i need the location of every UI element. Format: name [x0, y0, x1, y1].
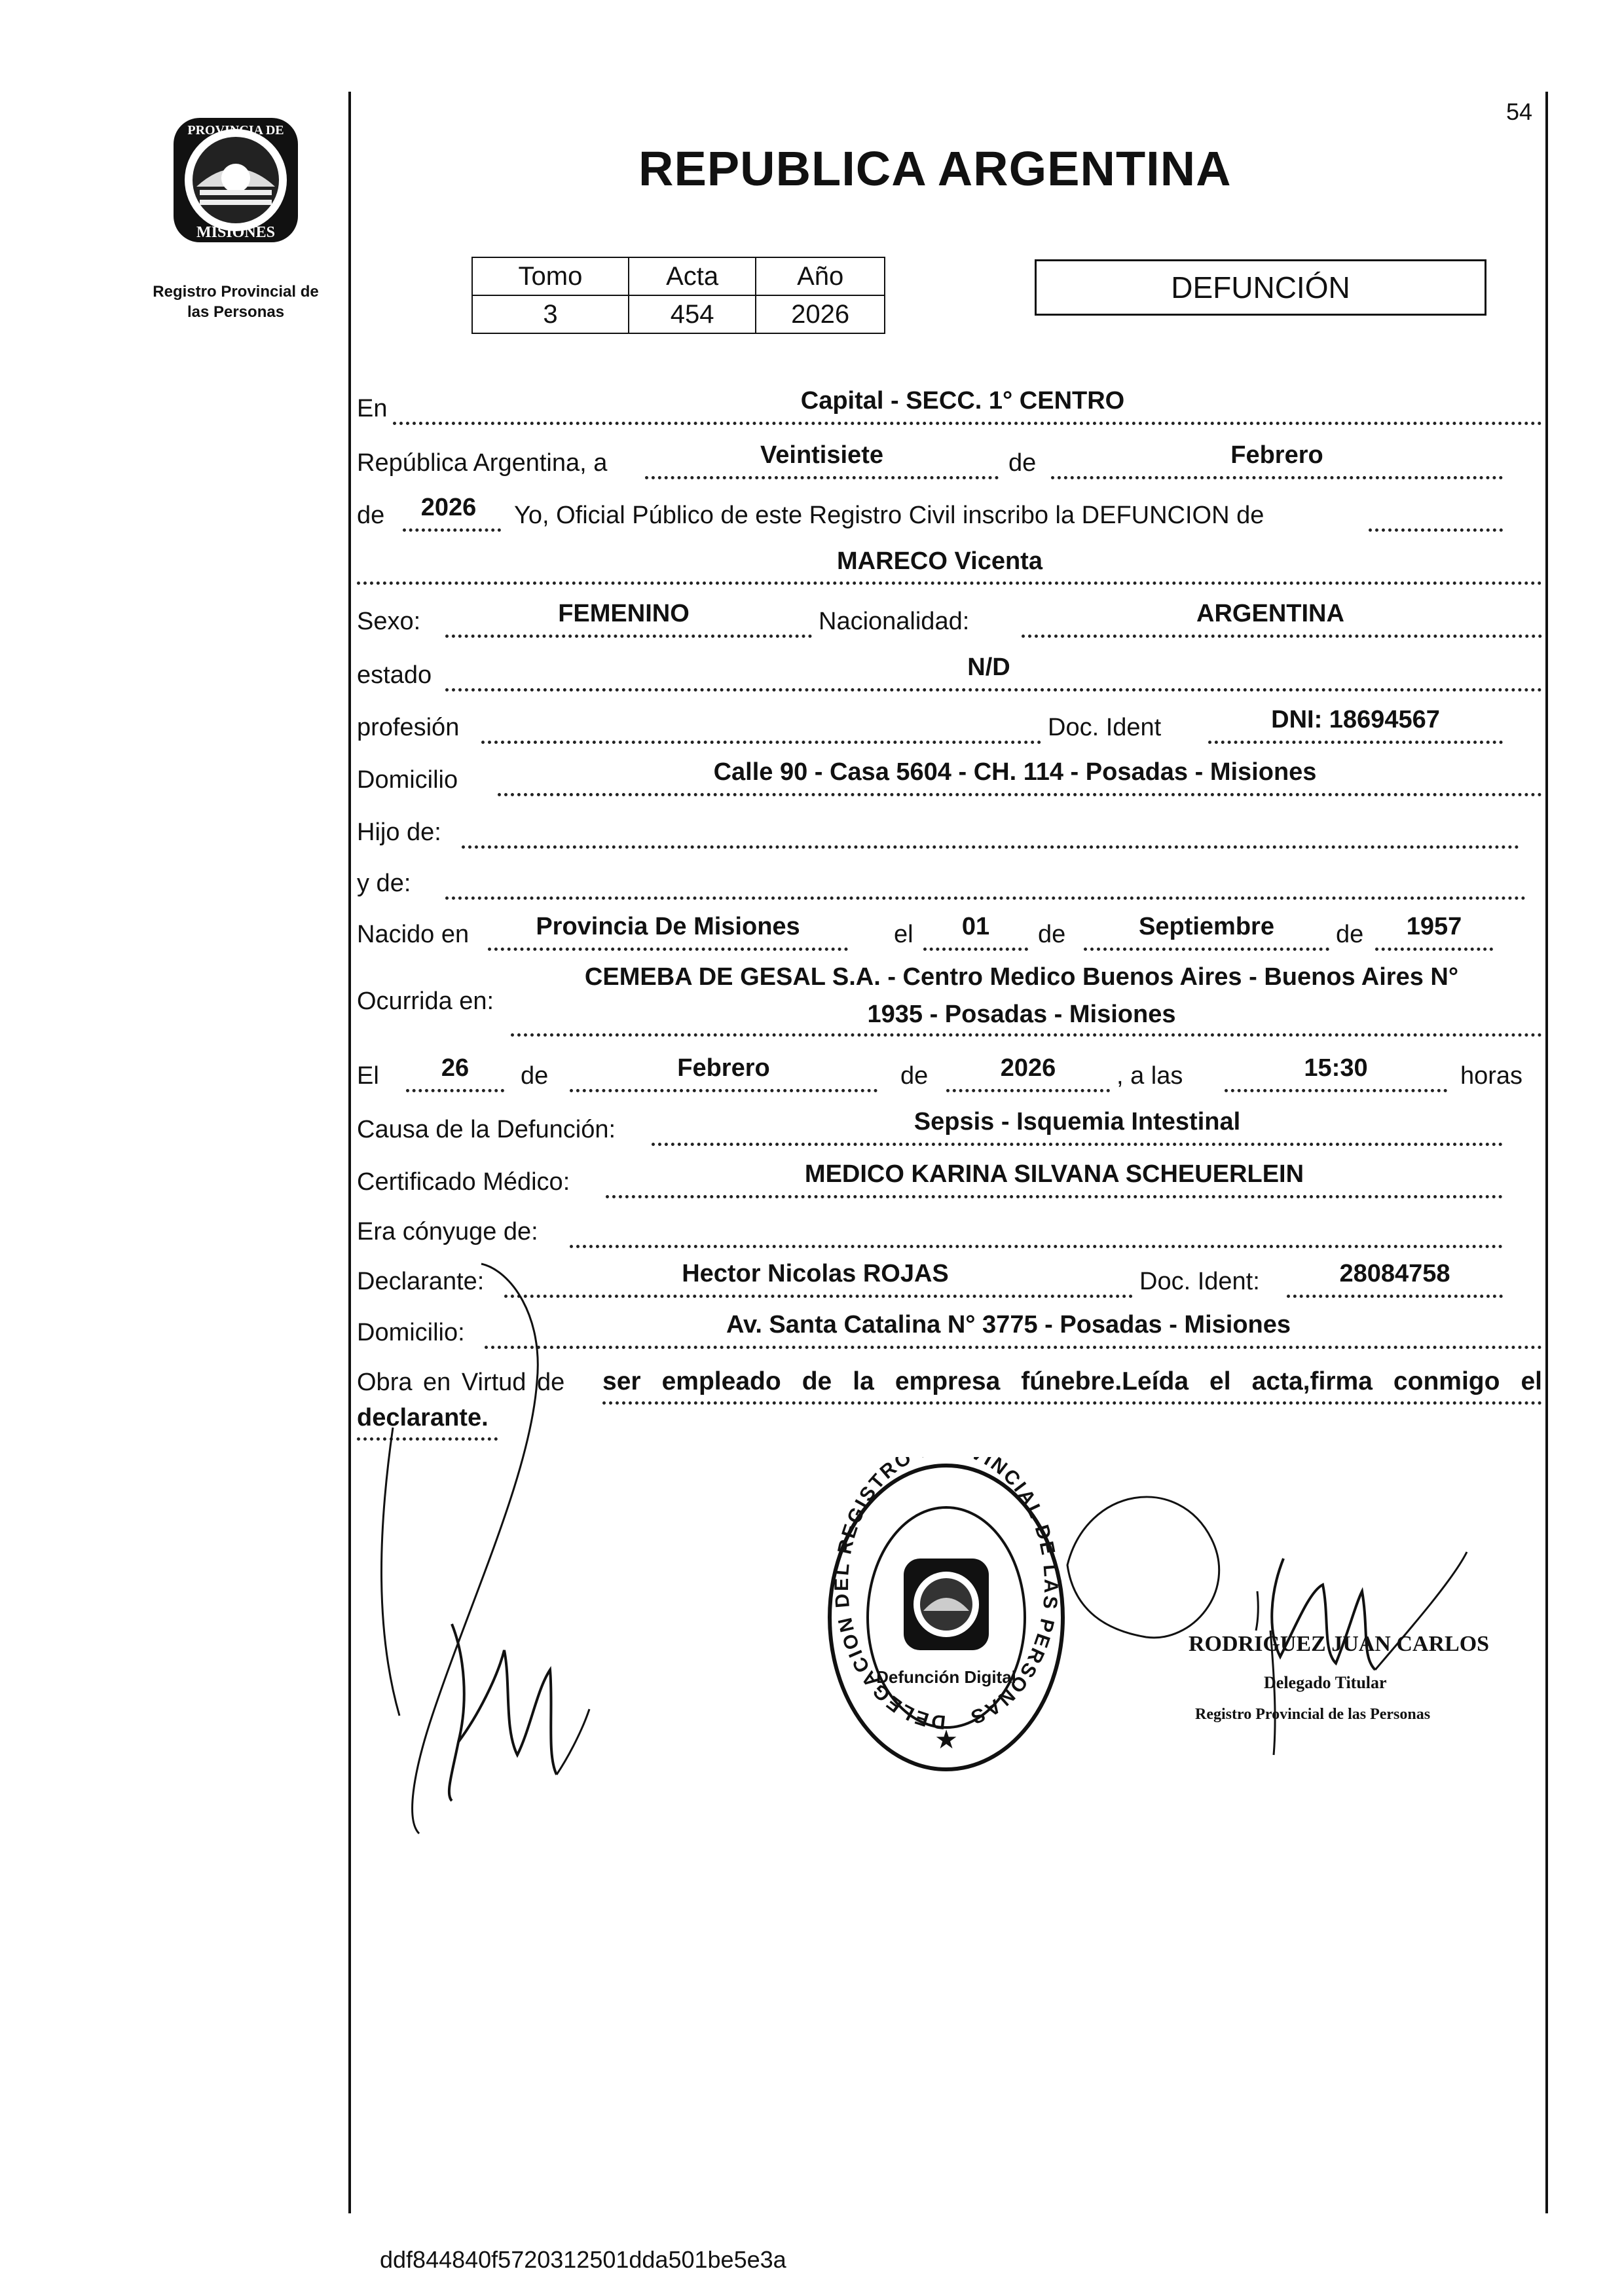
- dotted-line: [645, 476, 999, 479]
- dotted-line: [511, 1033, 1542, 1037]
- registry-name: Registro Provincial de las Personas: [153, 283, 319, 322]
- province-crest-logo: [160, 105, 311, 255]
- value-nacido-dia: 01: [961, 913, 990, 940]
- value-nacido-lugar: Provincia De Misiones: [536, 913, 800, 940]
- anio-header: Año: [756, 257, 885, 295]
- value-ocurrida-line1: CEMEBA DE GESAL S.A. - Centro Medico Buenos Aires - Buenos Aires N°: [584, 963, 1459, 991]
- dotted-line: [488, 948, 848, 951]
- value-declarante-domicilio: Av. Santa Catalina N° 3775 - Posadas - Misiones: [726, 1311, 1291, 1338]
- right-margin-rule: [1545, 92, 1548, 2213]
- dotted-line: [403, 528, 501, 532]
- value-fallec-dia: 26: [441, 1054, 470, 1082]
- label-en: En: [357, 395, 388, 422]
- document-hash: ddf844840f5720312501dda501be5e3a: [380, 2246, 786, 2273]
- label-causa: Causa de la Defunción:: [357, 1116, 616, 1143]
- dotted-line: [1375, 948, 1493, 951]
- acta-header: Acta: [629, 257, 756, 295]
- dotted-line: [485, 1346, 1542, 1349]
- dotted-line: [1208, 741, 1503, 744]
- label-hijo-de: Hijo de:: [357, 819, 441, 846]
- value-fallec-anio: 2026: [1000, 1054, 1056, 1082]
- label-nacionalidad: Nacionalidad:: [819, 608, 970, 635]
- value-anio: 2026: [420, 494, 477, 521]
- reference-value-row: [472, 295, 885, 333]
- label-certificado: Certificado Médico:: [357, 1168, 570, 1196]
- value-causa: Sepsis - Isquemia Intestinal: [913, 1108, 1241, 1135]
- dotted-line: [406, 1089, 504, 1092]
- anio-value: 2026: [756, 295, 885, 333]
- label-domicilio-colon: Domicilio:: [357, 1319, 465, 1346]
- value-lugar: Capital - SECC. 1° CENTRO: [800, 387, 1125, 415]
- label-ocurrida-en: Ocurrida en:: [357, 987, 494, 1015]
- dotted-line: [445, 635, 812, 638]
- dotted-line: [570, 1245, 1503, 1248]
- dotted-line: [570, 1089, 877, 1092]
- label-el: el: [894, 921, 913, 948]
- label-declarante: Declarante:: [357, 1268, 485, 1295]
- label-horas: horas: [1460, 1062, 1523, 1090]
- dotted-line: [1084, 948, 1329, 951]
- value-nombre: MARECO Vicenta: [837, 547, 1043, 575]
- dotted-line: [946, 1089, 1110, 1092]
- official-signature: [1048, 1460, 1506, 1788]
- dotted-line: [445, 896, 1526, 900]
- svg-text:Defunción Digital: Defunción Digital: [876, 1667, 1016, 1687]
- label-obra: Obra en Virtud de: [357, 1369, 565, 1396]
- official-stamp: [822, 1457, 1071, 1778]
- dotted-line: [1369, 528, 1503, 532]
- dotted-line: [1287, 1295, 1503, 1298]
- label-domicilio: Domicilio: [357, 766, 458, 794]
- label-de: de: [357, 502, 385, 529]
- value-sexo: FEMENINO: [558, 600, 690, 627]
- label-profesion: profesión: [357, 714, 460, 741]
- label-estado: estado: [357, 661, 432, 689]
- official-name: RODRIGUEZ JUAN CARLOS: [1189, 1632, 1490, 1656]
- value-fallec-mes: Febrero: [677, 1054, 770, 1082]
- value-obra-line1: ser empleado de la empresa fúnebre.Leída el acta,firma conmigo el: [602, 1367, 1542, 1395]
- official-office: Registro Provincial de las Personas: [1195, 1706, 1431, 1723]
- dotted-line: [498, 793, 1542, 796]
- dotted-line: [923, 948, 1028, 951]
- crest-icon: [160, 105, 311, 255]
- label-sexo: Sexo:: [357, 608, 421, 635]
- label-republica: República Argentina, a: [357, 449, 608, 477]
- label-de: de: [521, 1062, 549, 1090]
- dotted-line: [606, 1195, 1503, 1198]
- dotted-line: [602, 1401, 1542, 1405]
- reference-header-row: [472, 257, 885, 295]
- value-dia-texto: Veintisiete: [760, 441, 883, 469]
- label-de: de: [900, 1062, 929, 1090]
- acta-value: 454: [629, 295, 756, 333]
- stamp-icon: [822, 1457, 1071, 1778]
- dotted-line: [393, 422, 1542, 425]
- value-declarante: Hector Nicolas ROJAS: [682, 1260, 949, 1287]
- label-de: de: [1008, 449, 1037, 477]
- label-de: de: [1038, 921, 1066, 948]
- label-el-cap: El: [357, 1062, 379, 1090]
- value-estado: N/D: [967, 654, 1010, 681]
- value-mes-texto: Febrero: [1230, 441, 1323, 469]
- label-doc-ident-colon: Doc. Ident:: [1139, 1268, 1260, 1295]
- label-y-de: y de:: [357, 870, 411, 897]
- dotted-line: [445, 688, 1542, 692]
- label-a-las: , a las: [1116, 1062, 1183, 1090]
- document-type-box: DEFUNCIÓN: [1035, 259, 1486, 316]
- page-title: REPUBLICA ARGENTINA: [638, 141, 1232, 196]
- svg-text:★: ★: [934, 1725, 958, 1754]
- declarant-signature: [354, 1257, 629, 1847]
- value-nacionalidad: ARGENTINA: [1196, 600, 1344, 627]
- dotted-line: [462, 845, 1519, 849]
- svg-text:MISIONES: MISIONES: [196, 224, 276, 241]
- reference-table: [471, 257, 885, 334]
- value-doc: DNI: 18694567: [1271, 706, 1440, 733]
- value-nacido-anio: 1957: [1406, 913, 1462, 940]
- value-domicilio: Calle 90 - Casa 5604 - CH. 114 - Posadas - Misiones: [713, 758, 1317, 786]
- dotted-line: [357, 581, 1542, 585]
- tomo-value: 3: [472, 295, 629, 333]
- value-declarante-doc: 28084758: [1339, 1260, 1450, 1287]
- dotted-line: [1225, 1089, 1447, 1092]
- label-yo-text: Yo, Oficial Público de este Registro Civil inscribo la DEFUNCION de: [514, 502, 1264, 529]
- value-hora: 15:30: [1304, 1054, 1368, 1082]
- svg-text:DELEGACION DEL REGISTRO PROVIN: DELEGACION DEL REGISTRO INCIAL DE LAS PERSONAS: [830, 1457, 1062, 1733]
- value-obra-line2: declarante.: [357, 1404, 489, 1431]
- dotted-line: [481, 741, 1041, 744]
- label-conyuge: Era cónyuge de:: [357, 1218, 538, 1245]
- label-doc-ident: Doc. Ident: [1048, 714, 1162, 741]
- left-margin-rule: [348, 92, 351, 2213]
- value-nacido-mes: Septiembre: [1139, 913, 1274, 940]
- label-de: de: [1336, 921, 1364, 948]
- value-certificado: MEDICO KARINA SILVANA SCHEUERLEIN: [804, 1160, 1304, 1188]
- dotted-line: [1022, 635, 1542, 638]
- label-nacido-en: Nacido en: [357, 921, 470, 948]
- value-ocurrida-line2: 1935 - Posadas - Misiones: [867, 1001, 1176, 1028]
- tomo-header: Tomo: [472, 257, 629, 295]
- page-number: 54: [1506, 98, 1533, 125]
- dotted-line: [1051, 476, 1503, 479]
- dotted-line: [652, 1143, 1503, 1146]
- svg-text:PROVINCIA DE: PROVINCIA DE: [187, 123, 284, 138]
- official-role: Delegado Titular: [1264, 1673, 1387, 1692]
